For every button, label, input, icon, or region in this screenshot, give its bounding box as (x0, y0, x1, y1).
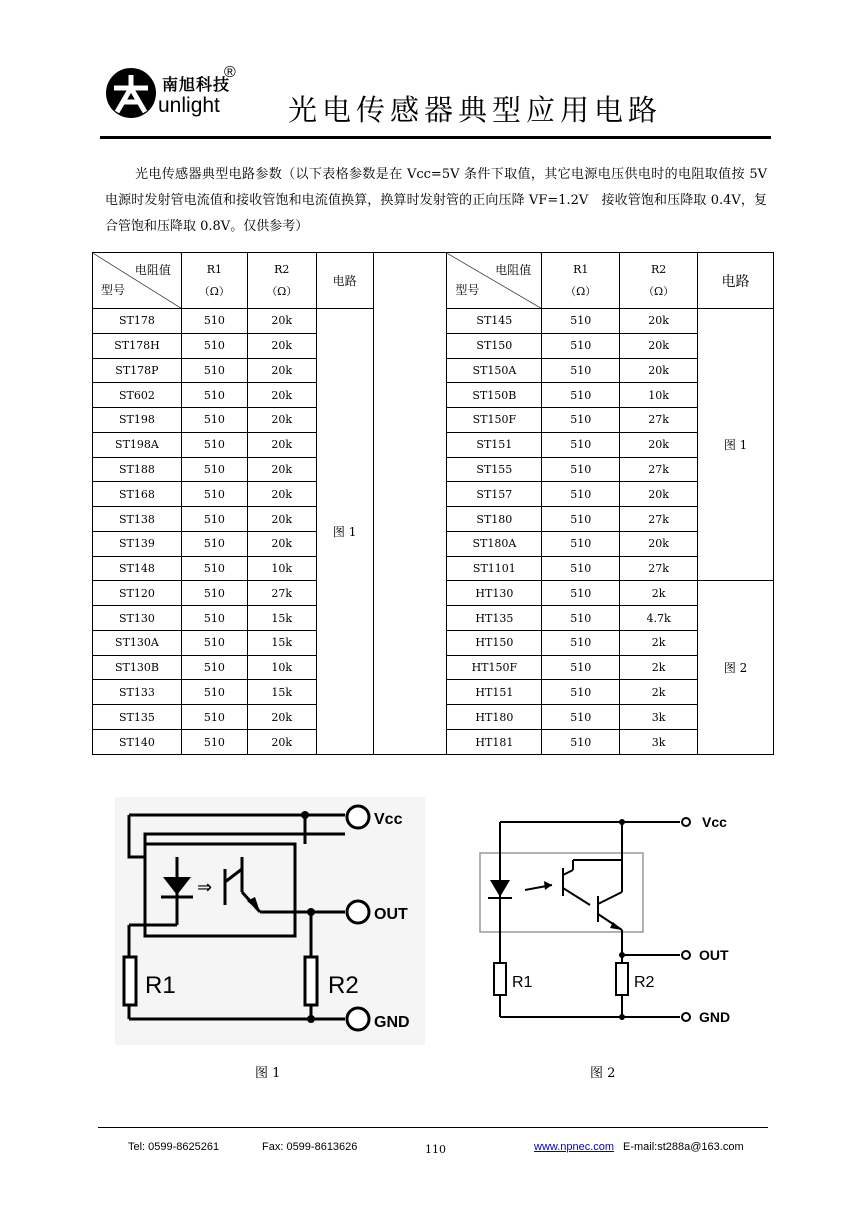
model-cell: ST180A (447, 531, 542, 556)
r2-cell: 3k (620, 730, 698, 755)
model-cell: ST150A (447, 358, 542, 383)
model-cell: HT130 (447, 581, 542, 606)
fig1-r2-label: R2 (328, 972, 359, 999)
fig2-gnd-label: GND (699, 1009, 731, 1025)
corner-top-label: 电阻值 (134, 263, 171, 277)
r1-cell: 510 (542, 333, 620, 358)
r1-cell: 510 (542, 730, 620, 755)
r1-cell: 510 (181, 630, 247, 655)
r2-cell: 27k (620, 556, 698, 581)
r1-header: R1 （Ω） (181, 253, 247, 309)
r2-cell: 20k (247, 432, 316, 457)
r1-cell: 510 (181, 408, 247, 433)
model-cell: ST602 (93, 383, 182, 408)
r1-cell: 510 (181, 581, 247, 606)
r2-cell: 10k (620, 383, 698, 408)
r1-cell: 510 (542, 358, 620, 383)
model-cell: ST180 (447, 507, 542, 532)
model-cell: ST130A (93, 630, 182, 655)
r2-header-right: R2 （Ω） (620, 253, 698, 309)
page-title: 光电传感器典型应用电路 (288, 93, 663, 127)
r1-cell: 510 (181, 531, 247, 556)
r2-cell: 27k (620, 408, 698, 433)
circuit-cell: 图 1 (698, 309, 774, 581)
r1-cell: 510 (181, 705, 247, 730)
figure-2-circuit (470, 800, 740, 1030)
resistor-r2 (305, 957, 317, 1005)
corner-cell-right (447, 253, 542, 309)
r1-cell: 510 (181, 556, 247, 581)
model-cell: ST151 (447, 432, 542, 457)
fig2-vcc-label: Vcc (702, 814, 727, 830)
sunlight-logo-icon (104, 66, 158, 120)
r2-cell: 15k (247, 680, 316, 705)
r1-cell: 510 (181, 606, 247, 631)
header-divider (100, 136, 771, 139)
corner-top-label: 电阻值 (495, 263, 532, 277)
model-cell: ST130B (93, 655, 182, 680)
model-cell: ST139 (93, 531, 182, 556)
footer-tel: Tel: 0599-8625261 (128, 1141, 220, 1153)
r2-cell: 10k (247, 556, 316, 581)
r2-cell: 20k (620, 333, 698, 358)
out-terminal (347, 901, 369, 923)
r2-cell: 20k (620, 482, 698, 507)
r2-cell: 20k (247, 333, 316, 358)
model-cell: ST157 (447, 482, 542, 507)
r1-cell: 510 (542, 457, 620, 482)
r1-cell: 510 (542, 680, 620, 705)
model-cell: HT150 (447, 630, 542, 655)
r1-cell: 510 (542, 556, 620, 581)
fig2-r1-label: R1 (512, 974, 533, 991)
r1-cell: 510 (542, 606, 620, 631)
r1-cell: 510 (542, 630, 620, 655)
model-cell: ST168 (93, 482, 182, 507)
r1-cell: 510 (542, 507, 620, 532)
model-cell: ST198 (93, 408, 182, 433)
fig2-out-label: OUT (699, 947, 729, 963)
model-cell: HT135 (447, 606, 542, 631)
model-cell: ST145 (447, 309, 542, 334)
model-cell: ST150 (447, 333, 542, 358)
model-cell: ST198A (93, 432, 182, 457)
gnd-terminal (347, 1008, 369, 1030)
r2-cell: 20k (247, 482, 316, 507)
r2-cell: 20k (620, 358, 698, 383)
r1-cell: 510 (181, 358, 247, 383)
r2-cell: 20k (247, 309, 316, 334)
r2-header: R2 （Ω） (247, 253, 316, 309)
model-cell: HT150F (447, 655, 542, 680)
figure-1-circuit (115, 797, 425, 1045)
model-cell: HT180 (447, 705, 542, 730)
fig1-vcc-label: Vcc (374, 811, 403, 828)
intro-paragraph: 光电传感器典型电路参数（以下表格参数是在 Vcc=5V 条件下取值，其它电源电压供电时的电阻取值按 5V 电源时发射管电流值和接收管饱和电流值换算，换算时发射管的正向压降 VF=1.2V 接收管饱和压降取 0.4V，复合管饱和压降取 0.8V。仅供参考） (105, 167, 767, 234)
model-cell: ST140 (93, 730, 182, 755)
r2-cell: 20k (247, 507, 316, 532)
r2-cell: 2k (620, 655, 698, 680)
resistor-r1 (494, 963, 506, 995)
page-number: 110 (425, 1143, 446, 1156)
fig1-out-label: OUT (374, 906, 408, 923)
corner-bottom-label: 型号 (455, 283, 480, 297)
r1-cell: 510 (542, 309, 620, 334)
footer-fax: Fax: 0599-8613626 (262, 1141, 358, 1153)
logo-english-text: unlight (158, 94, 220, 117)
r2-cell: 20k (247, 531, 316, 556)
r2-cell: 20k (620, 309, 698, 334)
r2-cell: 20k (247, 358, 316, 383)
registered-mark: ® (224, 64, 236, 81)
r1-cell: 510 (181, 432, 247, 457)
website-link[interactable]: www.npnec.com (534, 1141, 615, 1153)
figure-2-caption: 图 2 (590, 1066, 616, 1081)
r1-cell: 510 (181, 309, 247, 334)
r2-cell: 15k (247, 606, 316, 631)
optocoupler-box (480, 853, 643, 932)
model-cell: ST133 (93, 680, 182, 705)
model-cell: HT181 (447, 730, 542, 755)
r1-cell: 510 (542, 705, 620, 730)
fig2-r2-label: R2 (634, 974, 655, 991)
model-cell: HT151 (447, 680, 542, 705)
r2-cell: 4.7k (620, 606, 698, 631)
circuit-cell: 图 2 (698, 581, 774, 755)
circuit-header: 电路 (316, 253, 373, 309)
circuit-header-right: 电路 (698, 253, 774, 309)
r1-cell: 510 (542, 531, 620, 556)
r2-cell: 3k (620, 705, 698, 730)
r2-cell: 2k (620, 630, 698, 655)
parameter-table (92, 252, 774, 755)
logo-chinese-text: 南旭科技 (162, 75, 231, 94)
model-cell: ST150B (447, 383, 542, 408)
figure-1-caption: 图 1 (255, 1066, 281, 1081)
r2-cell: 20k (620, 432, 698, 457)
model-cell: ST138 (93, 507, 182, 532)
gnd-terminal (682, 1013, 690, 1021)
model-cell: ST188 (93, 457, 182, 482)
model-cell: ST150F (447, 408, 542, 433)
spacer-column (373, 253, 447, 755)
model-cell: ST178P (93, 358, 182, 383)
out-terminal (682, 951, 690, 959)
r1-cell: 510 (542, 408, 620, 433)
r1-cell: 510 (181, 507, 247, 532)
resistor-r2 (616, 963, 628, 995)
fig1-gnd-label: GND (374, 1014, 410, 1031)
r1-cell: 510 (542, 655, 620, 680)
fig1-r1-label: R1 (145, 972, 176, 999)
model-cell: ST148 (93, 556, 182, 581)
r1-cell: 510 (181, 482, 247, 507)
r2-cell: 20k (247, 730, 316, 755)
r1-cell: 510 (181, 655, 247, 680)
corner-bottom-label: 型号 (101, 283, 126, 297)
corner-cell (93, 253, 182, 309)
model-cell: ST178 (93, 309, 182, 334)
vcc-terminal (682, 818, 690, 826)
r2-cell: 20k (247, 457, 316, 482)
r2-cell: 15k (247, 630, 316, 655)
r1-cell: 510 (542, 383, 620, 408)
r1-header-right: R1 （Ω） (542, 253, 620, 309)
r2-cell: 10k (247, 655, 316, 680)
r2-cell: 27k (247, 581, 316, 606)
svg-text:⇒: ⇒ (197, 877, 213, 898)
r2-cell: 2k (620, 680, 698, 705)
model-cell: ST120 (93, 581, 182, 606)
vcc-terminal (347, 806, 369, 828)
resistor-r1 (124, 957, 136, 1005)
model-cell: ST130 (93, 606, 182, 631)
footer-email: E-mail:st288a@163.com (623, 1141, 744, 1153)
r2-cell: 2k (620, 581, 698, 606)
r2-cell: 20k (247, 408, 316, 433)
model-cell: ST178H (93, 333, 182, 358)
r2-cell: 20k (247, 705, 316, 730)
r1-cell: 510 (542, 432, 620, 457)
r1-cell: 510 (181, 730, 247, 755)
table-header-row (93, 253, 774, 309)
r1-cell: 510 (181, 457, 247, 482)
company-logo (104, 62, 244, 122)
r1-cell: 510 (181, 383, 247, 408)
r1-cell: 510 (181, 680, 247, 705)
footer-divider (98, 1127, 768, 1128)
r2-cell: 20k (620, 531, 698, 556)
r1-cell: 510 (181, 333, 247, 358)
r2-cell: 20k (247, 383, 316, 408)
r2-cell: 27k (620, 457, 698, 482)
r2-cell: 27k (620, 507, 698, 532)
r1-cell: 510 (542, 581, 620, 606)
circuit-cell: 图 1 (316, 309, 373, 755)
model-cell: ST135 (93, 705, 182, 730)
model-cell: ST1101 (447, 556, 542, 581)
model-cell: ST155 (447, 457, 542, 482)
led-icon (490, 880, 510, 897)
r1-cell: 510 (542, 482, 620, 507)
